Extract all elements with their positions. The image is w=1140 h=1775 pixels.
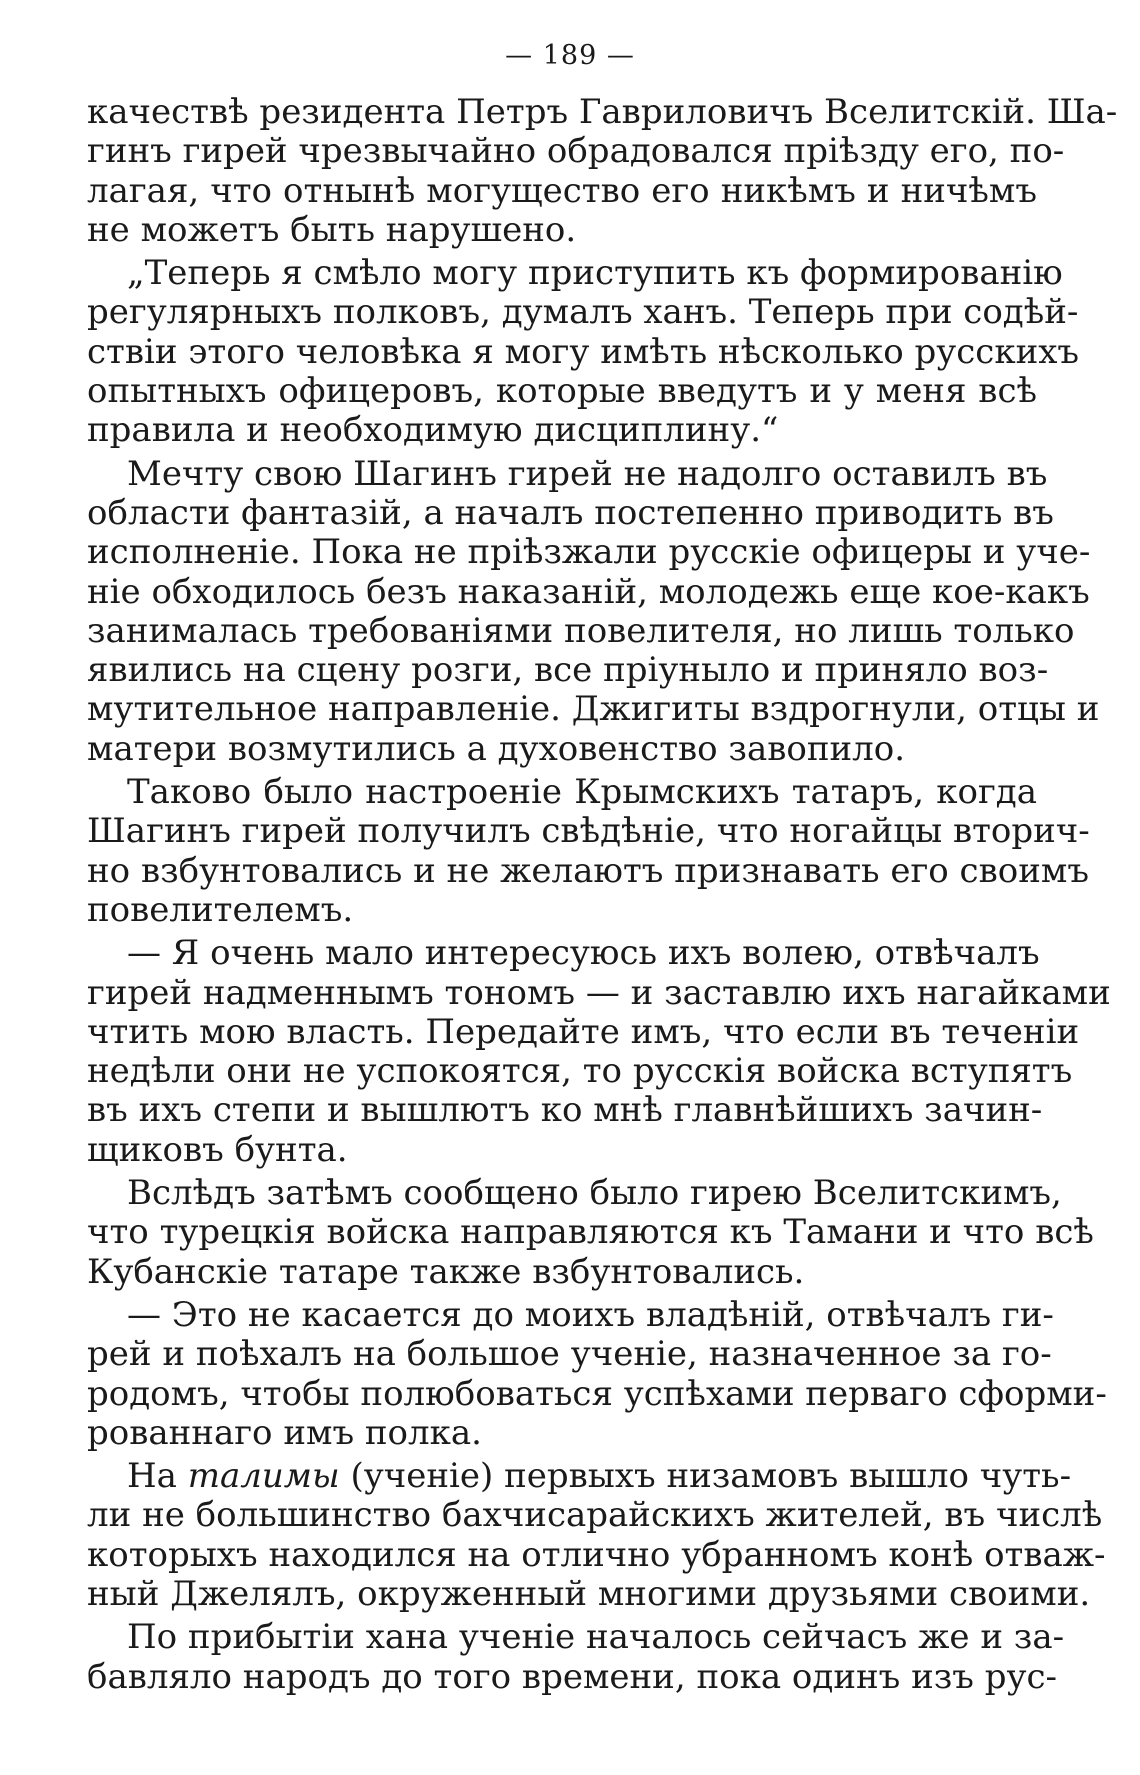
text-line: лагая, что отнынѣ могущество его никѣмъ и ничѣмъ — [87, 170, 1037, 211]
text-line: Шагинъ гирей получилъ свѣдѣніе, что ногайцы вторич- — [87, 811, 1090, 852]
text-line: которыхъ находился на отлично убранномъ конѣ отваж- — [87, 1534, 1106, 1575]
text-line: явились на сцену розги, все пріуныло и приняло воз- — [87, 650, 1049, 691]
text-line: рованнаго имъ полка. — [87, 1412, 482, 1453]
text-line: повелителемъ. — [87, 889, 354, 930]
text-line: качествѣ резидента Петръ Гавриловичъ Вселитскій. Ша- — [87, 92, 1118, 132]
text-line: матери возмутились а духовенство завопило. — [87, 728, 906, 769]
text-line-mixed — [87, 1456, 1072, 1497]
text-line: что турецкія войска направляются къ Тамани и что всѣ — [87, 1212, 1094, 1253]
text-line: рей и поѣхалъ на большое ученіе, назначенное за го- — [87, 1334, 1052, 1375]
text-segment: (ученіе) первыхъ низамовъ вышло чуть- — [350, 1456, 1072, 1497]
text-line: Кубанскіе татаре также взбунтовались. — [87, 1251, 805, 1292]
text-line: ствіи этого человѣка я могу имѣть нѣсколько русскихъ — [87, 331, 1080, 372]
text-line: но взбунтовались и не желаютъ признавать его своимъ — [87, 850, 1089, 891]
text-line: родомъ, чтобы полюбоваться успѣхами перваго сформи- — [87, 1373, 1107, 1414]
text-line: опытныхъ офицеровъ, которые введутъ и у меня всѣ — [87, 371, 1037, 412]
text-line: правила и необходимую дисциплину.“ — [87, 410, 779, 451]
text-line: занималась требованіями повелителя, но лишь только — [87, 610, 1075, 651]
text-line: въ ихъ степи и вышлютъ ко мнѣ главнѣйшихъ зачин- — [87, 1090, 1043, 1131]
text-line: не можетъ быть нарушено. — [87, 209, 577, 250]
text-line: ніе обходилось безъ наказаній, молодежь еще кое-какъ — [87, 571, 1090, 612]
text-line: гинъ гирей чрезвычайно обрадовался пріѣзду его, по- — [87, 131, 1065, 172]
text-line: исполненіе. Пока не пріѣзжали русскіе офицеры и уче- — [87, 532, 1091, 573]
text-line: Таково было настроеніе Крымскихъ татаръ, когда — [127, 772, 1037, 813]
text-line: ли не большинство бахчисарайскихъ жителей, въ числѣ — [87, 1495, 1103, 1536]
text-line: ный Джелялъ, окруженный многими друзьями своими. — [87, 1573, 1091, 1614]
text-line: гирей надменнымъ тономъ — и заставлю ихъ нагайками — [87, 972, 1111, 1013]
text-segment: На — [127, 1456, 177, 1497]
text-line: области фантазій, а началъ постепенно приводить въ — [87, 492, 1054, 533]
text-line: мутительное направленіе. Джигиты вздрогнули, отцы и — [87, 689, 1100, 730]
text-line: щиковъ бунта. — [87, 1129, 348, 1170]
text-line: Мечту свою Шагинъ гирей не надолго оставилъ въ — [127, 453, 1048, 494]
italic-term: талимы — [187, 1456, 340, 1497]
text-line: „Теперь я смѣло могу приступить къ формированію — [127, 253, 1063, 294]
text-line: — Это не касается до моихъ владѣній, отвѣчалъ ги- — [127, 1294, 1054, 1335]
text-line: По прибытіи хана ученіе началось сейчасъ же и за- — [127, 1617, 1065, 1658]
text-line: чтить мою власть. Передайте имъ, что если въ теченіи — [87, 1011, 1080, 1052]
page-number: — 189 — — [505, 40, 635, 71]
text-line: бавляло народъ до того времени, пока одинъ изъ рус- — [87, 1656, 1058, 1697]
text-line: недѣли они не успокоятся, то русскія войска вступятъ — [87, 1051, 1073, 1092]
text-line: регулярныхъ полковъ, думалъ ханъ. Теперь при содѣй- — [87, 292, 1079, 333]
page-text — [87, 92, 1118, 1697]
text-line: Вслѣдъ затѣмъ сообщено было гирею Вселитскимъ, — [127, 1173, 1062, 1214]
text-line: — Я очень мало интересуюсь ихъ волею, отвѣчалъ — [127, 933, 1040, 974]
